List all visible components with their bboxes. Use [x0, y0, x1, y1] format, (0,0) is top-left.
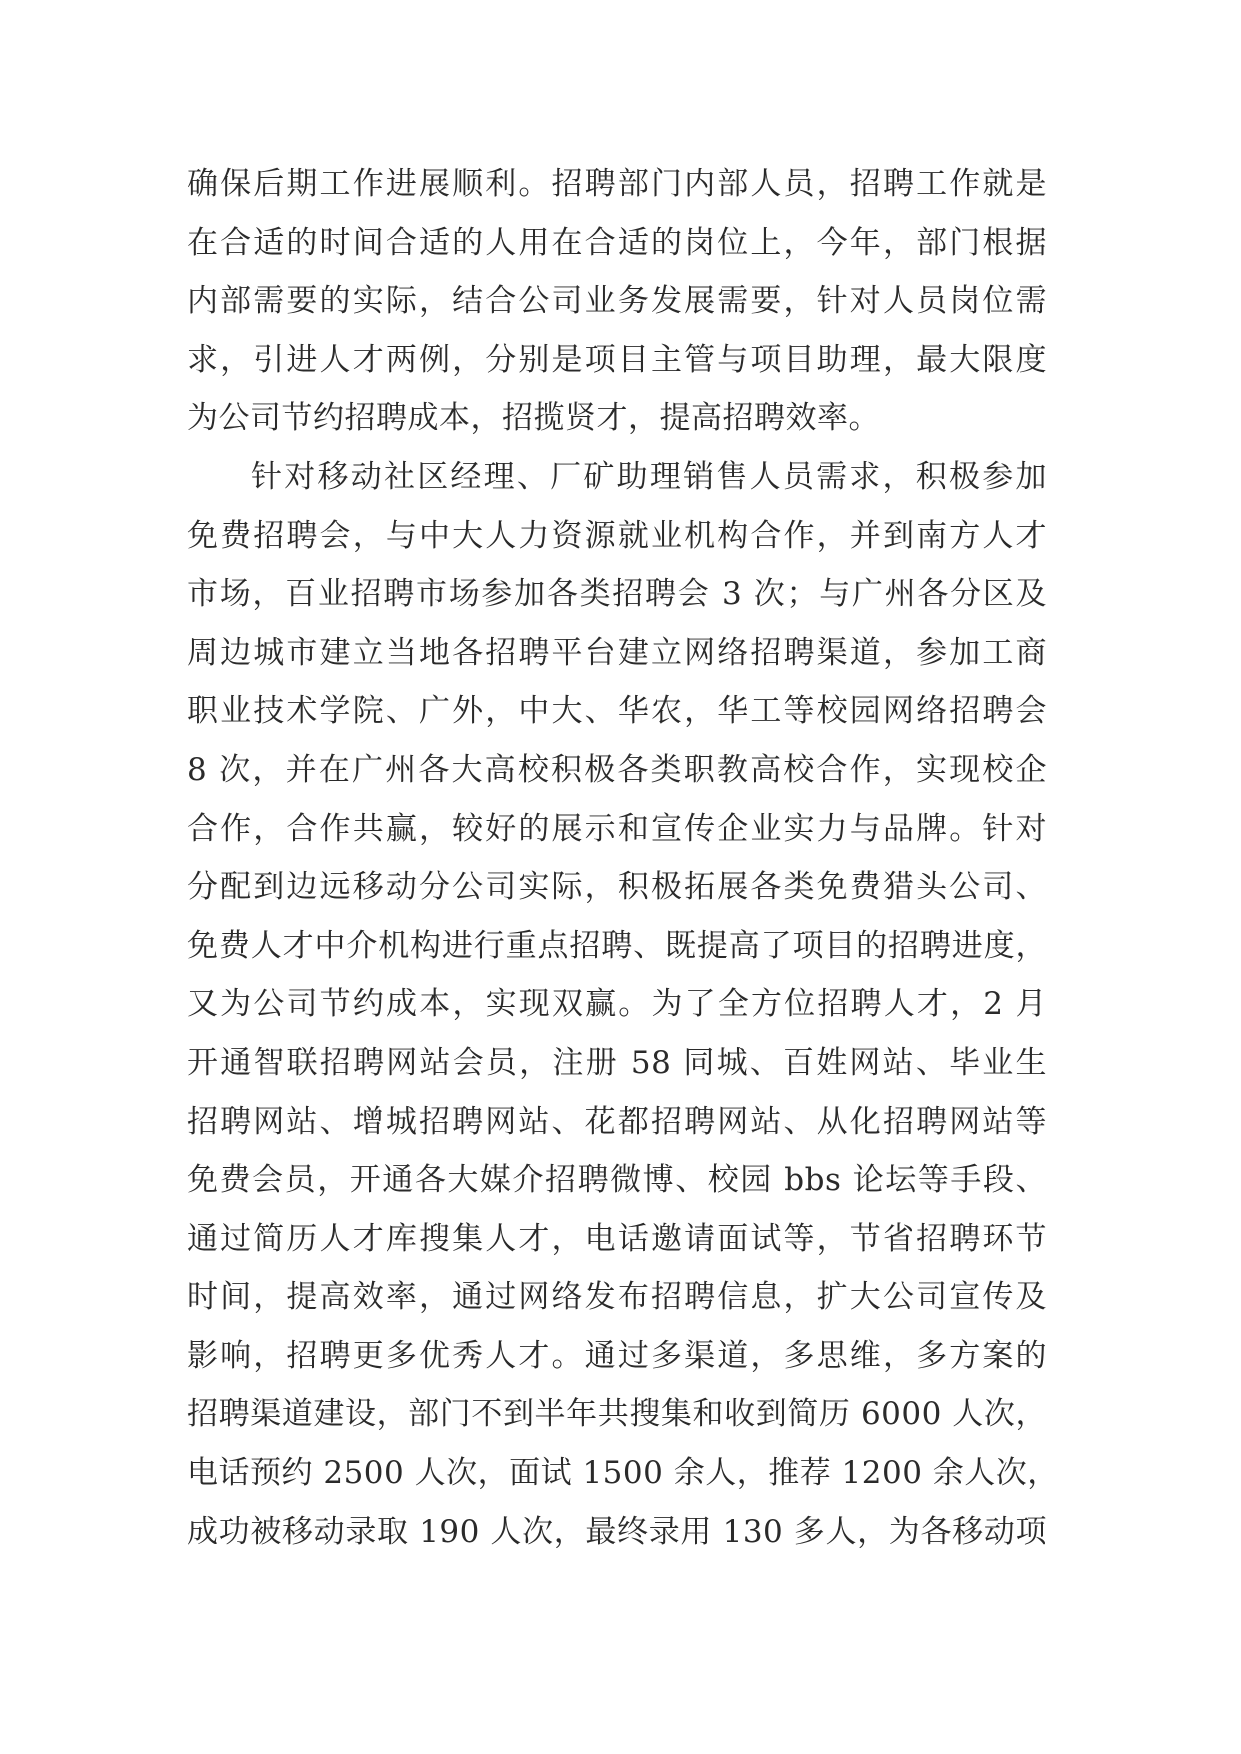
text-line: 又为公司节约成本，实现双赢。为了全方位招聘人才，2 月: [187, 986, 1047, 1023]
text-line: 为公司节约招聘成本，招揽贤才，提高招聘效率。: [187, 400, 880, 437]
text-line: 开通智联招聘网站会员，注册 58 同城、百姓网站、毕业生: [187, 1044, 1047, 1081]
text-line: 招聘网站、增城招聘网站、花都招聘网站、从化招聘网站等: [187, 1103, 1047, 1140]
text-line: 求，引进人才两例，分别是项目主管与项目助理，最大限度: [187, 341, 1047, 378]
text-line: 在合适的时间合适的人用在合适的岗位上，今年，部门根据: [187, 224, 1047, 261]
text-line: 电话预约 2500 人次，面试 1500 余人，推荐 1200 余人次，: [187, 1455, 1059, 1492]
text-line: 时间，提高效率，通过网络发布招聘信息，扩大公司宣传及: [187, 1279, 1047, 1316]
text-line: 成功被移动录取 190 人次，最终录用 130 多人，为各移动项: [187, 1513, 1047, 1550]
paragraph-first-line: 针对移动社区经理、厂矿助理销售人员需求，积极参加: [251, 458, 1047, 495]
text-line: 确保后期工作进展顺利。招聘部门内部人员，招聘工作就是: [187, 166, 1047, 202]
text-line: 8 次，并在广州各大高校积极各类职教高校合作，实现校企: [187, 751, 1047, 788]
text-line: 影响，招聘更多优秀人才。通过多渠道，多思维，多方案的: [187, 1337, 1047, 1374]
text-line: 合作，合作共赢，较好的展示和宣传企业实力与品牌。针对: [187, 810, 1047, 847]
text-line: 市场，百业招聘市场参加各类招聘会 3 次；与广州各分区及: [187, 576, 1047, 613]
text-line: 通过简历人才库搜集人才，电话邀请面试等，节省招聘环节: [187, 1220, 1047, 1257]
text-line: 免费人才中介机构进行重点招聘、既提高了项目的招聘进度，: [187, 927, 1047, 964]
text-line: 周边城市建立当地各招聘平台建立网络招聘渠道，参加工商: [187, 634, 1047, 671]
text-line: 免费会员，开通各大媒介招聘微博、校园 bbs 论坛等手段、: [187, 1162, 1047, 1199]
text-line: 职业技术学院、广外，中大、华农，华工等校园网络招聘会: [187, 693, 1047, 730]
text-line: 招聘渠道建设，部门不到半年共搜集和收到简历 6000 人次，: [187, 1396, 1047, 1433]
body-text: [187, 155, 1059, 1561]
text-line: 内部需要的实际，结合公司业务发展需要，针对人员岗位需: [187, 283, 1047, 320]
text-line: 分配到边远移动分公司实际，积极拓展各类免费猎头公司、: [187, 869, 1047, 906]
text-line: 免费招聘会，与中大人力资源就业机构合作，并到南方人才: [187, 517, 1047, 554]
